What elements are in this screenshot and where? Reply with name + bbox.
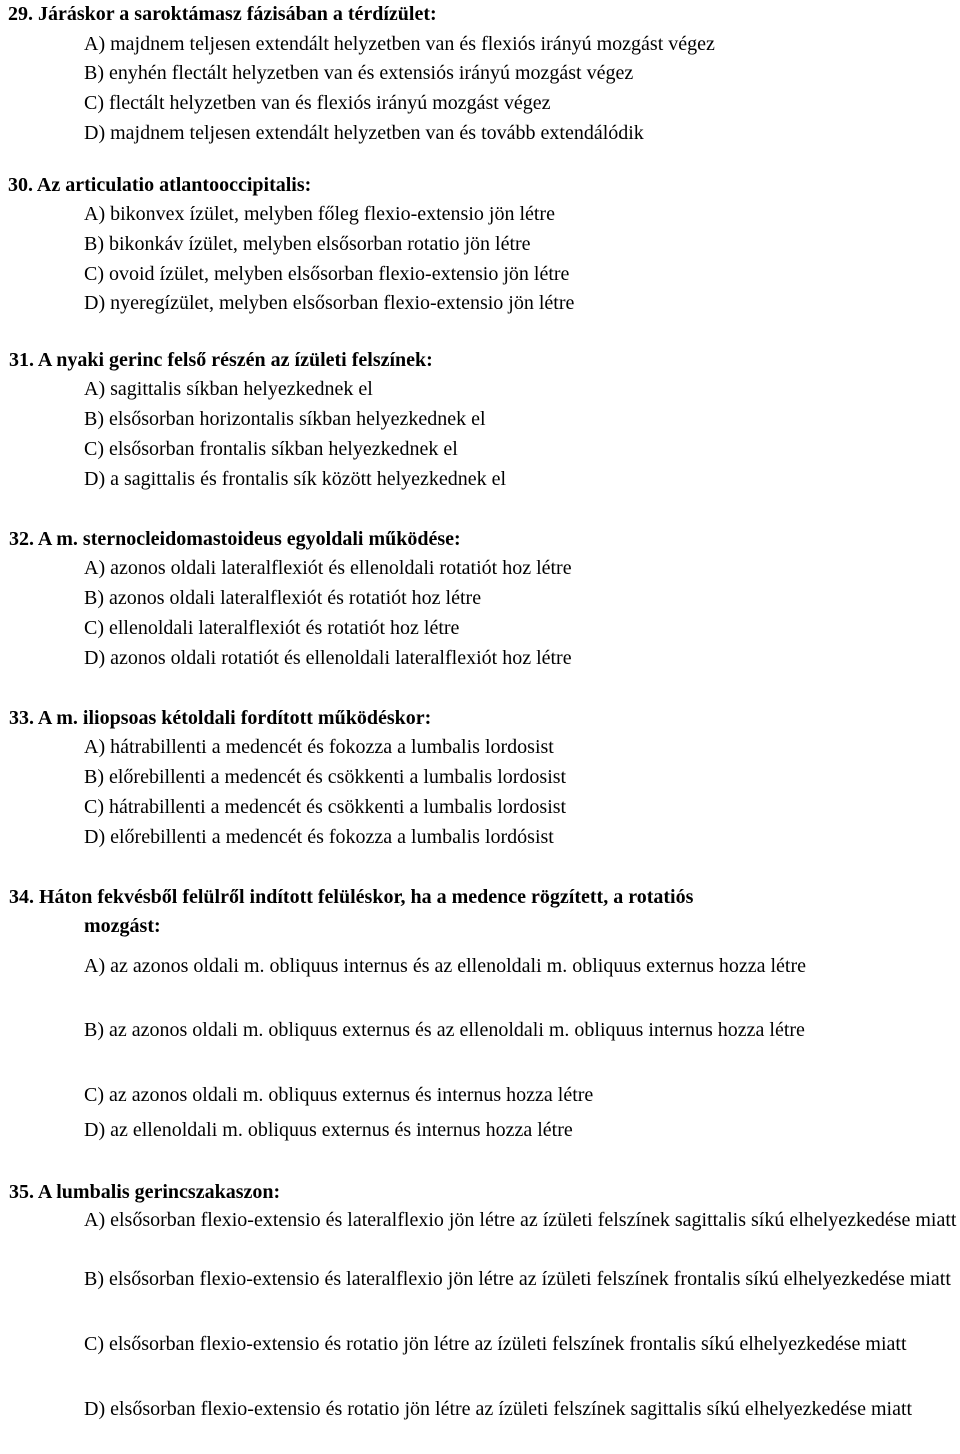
question-number: 31. xyxy=(9,349,34,371)
answer-option-a[interactable]: A) azonos oldali lateralflexiót és ellenoldali rotatiót hoz létre xyxy=(84,557,572,579)
answer-option-c[interactable]: C) ellenoldali lateralflexiót és rotatiót hoz létre xyxy=(84,617,460,639)
answer-option-a[interactable]: A) bikonvex ízület, melyben főleg flexio-extensio jön létre xyxy=(84,203,555,225)
question-number: 30. xyxy=(8,174,33,196)
answer-option-d[interactable]: D) nyeregízület, melyben elsősorban flexio-extensio jön létre xyxy=(84,292,575,314)
question-text-line1: Háton fekvésből felülről indított felüléskor, ha a medence rögzített, a rotatiós xyxy=(39,886,694,908)
question-title xyxy=(9,1177,280,1207)
answer-option-c[interactable]: C) az azonos oldali m. obliquus externus és internus hozza létre xyxy=(84,1084,594,1106)
answer-option-d[interactable]: D) majdnem teljesen extendált helyzetben van és tovább extendálódik xyxy=(84,122,644,144)
answer-option-d[interactable]: D) azonos oldali rotatiót és ellenoldali lateralflexiót hoz létre xyxy=(84,647,572,669)
question-number: 32. xyxy=(9,528,34,550)
answer-option-d[interactable]: D) előrebillenti a medencét és fokozza a lumbalis lordósist xyxy=(84,826,554,848)
answer-option-d[interactable]: D) a sagittalis és frontalis sík között helyezkednek el xyxy=(84,468,507,490)
answer-option-a[interactable]: A) elsősorban flexio-extensio és lateralflexio jön létre az ízületi felszínek sagittalis síkú elhelyezkedése miatt xyxy=(84,1209,957,1231)
answer-option-a[interactable]: A) az azonos oldali m. obliquus internus és az ellenoldali m. obliquus externus hozza létre xyxy=(84,955,807,977)
question-number: 34. xyxy=(9,886,34,908)
answer-option-c[interactable]: C) flectált helyzetben van és flexiós irányú mozgást végez xyxy=(84,92,551,114)
question-title xyxy=(8,170,311,200)
answer-option-b[interactable]: B) előrebillenti a medencét és csökkenti a lumbalis lordosist xyxy=(84,766,567,788)
answer-option-b[interactable]: B) enyhén flectált helyzetben van és extensiós irányú mozgást végez xyxy=(84,62,634,84)
question-title xyxy=(9,882,693,912)
question-title xyxy=(9,524,461,554)
answer-option-c[interactable]: C) ovoid ízület, melyben elsősorban flexio-extensio jön létre xyxy=(84,263,570,285)
answer-option-c[interactable]: C) elsősorban flexio-extensio és rotatio jön létre az ízületi felszínek frontalis síkú elhelyezkedése miatt xyxy=(84,1333,907,1355)
answer-option-b[interactable]: B) az azonos oldali m. obliquus externus és az ellenoldali m. obliquus internus hozza létre xyxy=(84,1019,805,1041)
answer-option-a[interactable]: A) sagittalis síkban helyezkednek el xyxy=(84,378,373,400)
answer-option-a[interactable]: A) majdnem teljesen extendált helyzetben van és flexiós irányú mozgást végez xyxy=(84,33,715,55)
answer-option-b[interactable]: B) azonos oldali lateralflexiót és rotatiót hoz létre xyxy=(84,587,482,609)
answer-option-b[interactable]: B) bikonkáv ízület, melyben elsősorban rotatio jön létre xyxy=(84,233,531,255)
question-text: A nyaki gerinc felső részén az ízületi felszínek: xyxy=(37,349,433,371)
question-text: A m. sternocleidomastoideus egyoldali működése: xyxy=(37,528,461,550)
question-title xyxy=(8,0,437,29)
answer-option-a[interactable]: A) hátrabillenti a medencét és fokozza a lumbalis lordosist xyxy=(84,736,554,758)
question-number: 29. xyxy=(8,3,33,25)
answer-option-b[interactable]: B) elsősorban flexio-extensio és lateralflexio jön létre az ízületi felszínek frontalis síkú elhelyezkedése miatt xyxy=(84,1268,951,1290)
question-text-line2: mozgást: xyxy=(84,915,161,937)
answer-option-d[interactable]: D) elsősorban flexio-extensio és rotatio jön létre az ízületi felszínek sagittalis síkú elhelyezkedése miatt xyxy=(84,1398,913,1420)
question-number: 35. xyxy=(9,1181,34,1203)
question-number: 33. xyxy=(9,707,34,729)
question-text: Az articulatio atlantooccipitalis: xyxy=(36,174,312,196)
answer-option-b[interactable]: B) elsősorban horizontalis síkban helyezkednek el xyxy=(84,408,486,430)
question-title xyxy=(9,345,433,375)
question-title xyxy=(9,703,431,733)
question-text: A lumbalis gerincszakaszon: xyxy=(37,1181,281,1203)
answer-option-c[interactable]: C) hátrabillenti a medencét és csökkenti a lumbalis lordosist xyxy=(84,796,567,818)
answer-option-d[interactable]: D) az ellenoldali m. obliquus externus és internus hozza létre xyxy=(84,1119,573,1141)
question-text: A m. iliopsoas kétoldali fordított működéskor: xyxy=(37,707,432,729)
question-text: Járáskor a saroktámasz fázisában a térdízület: xyxy=(38,3,437,25)
answer-option-c[interactable]: C) elsősorban frontalis síkban helyezkednek el xyxy=(84,438,458,460)
